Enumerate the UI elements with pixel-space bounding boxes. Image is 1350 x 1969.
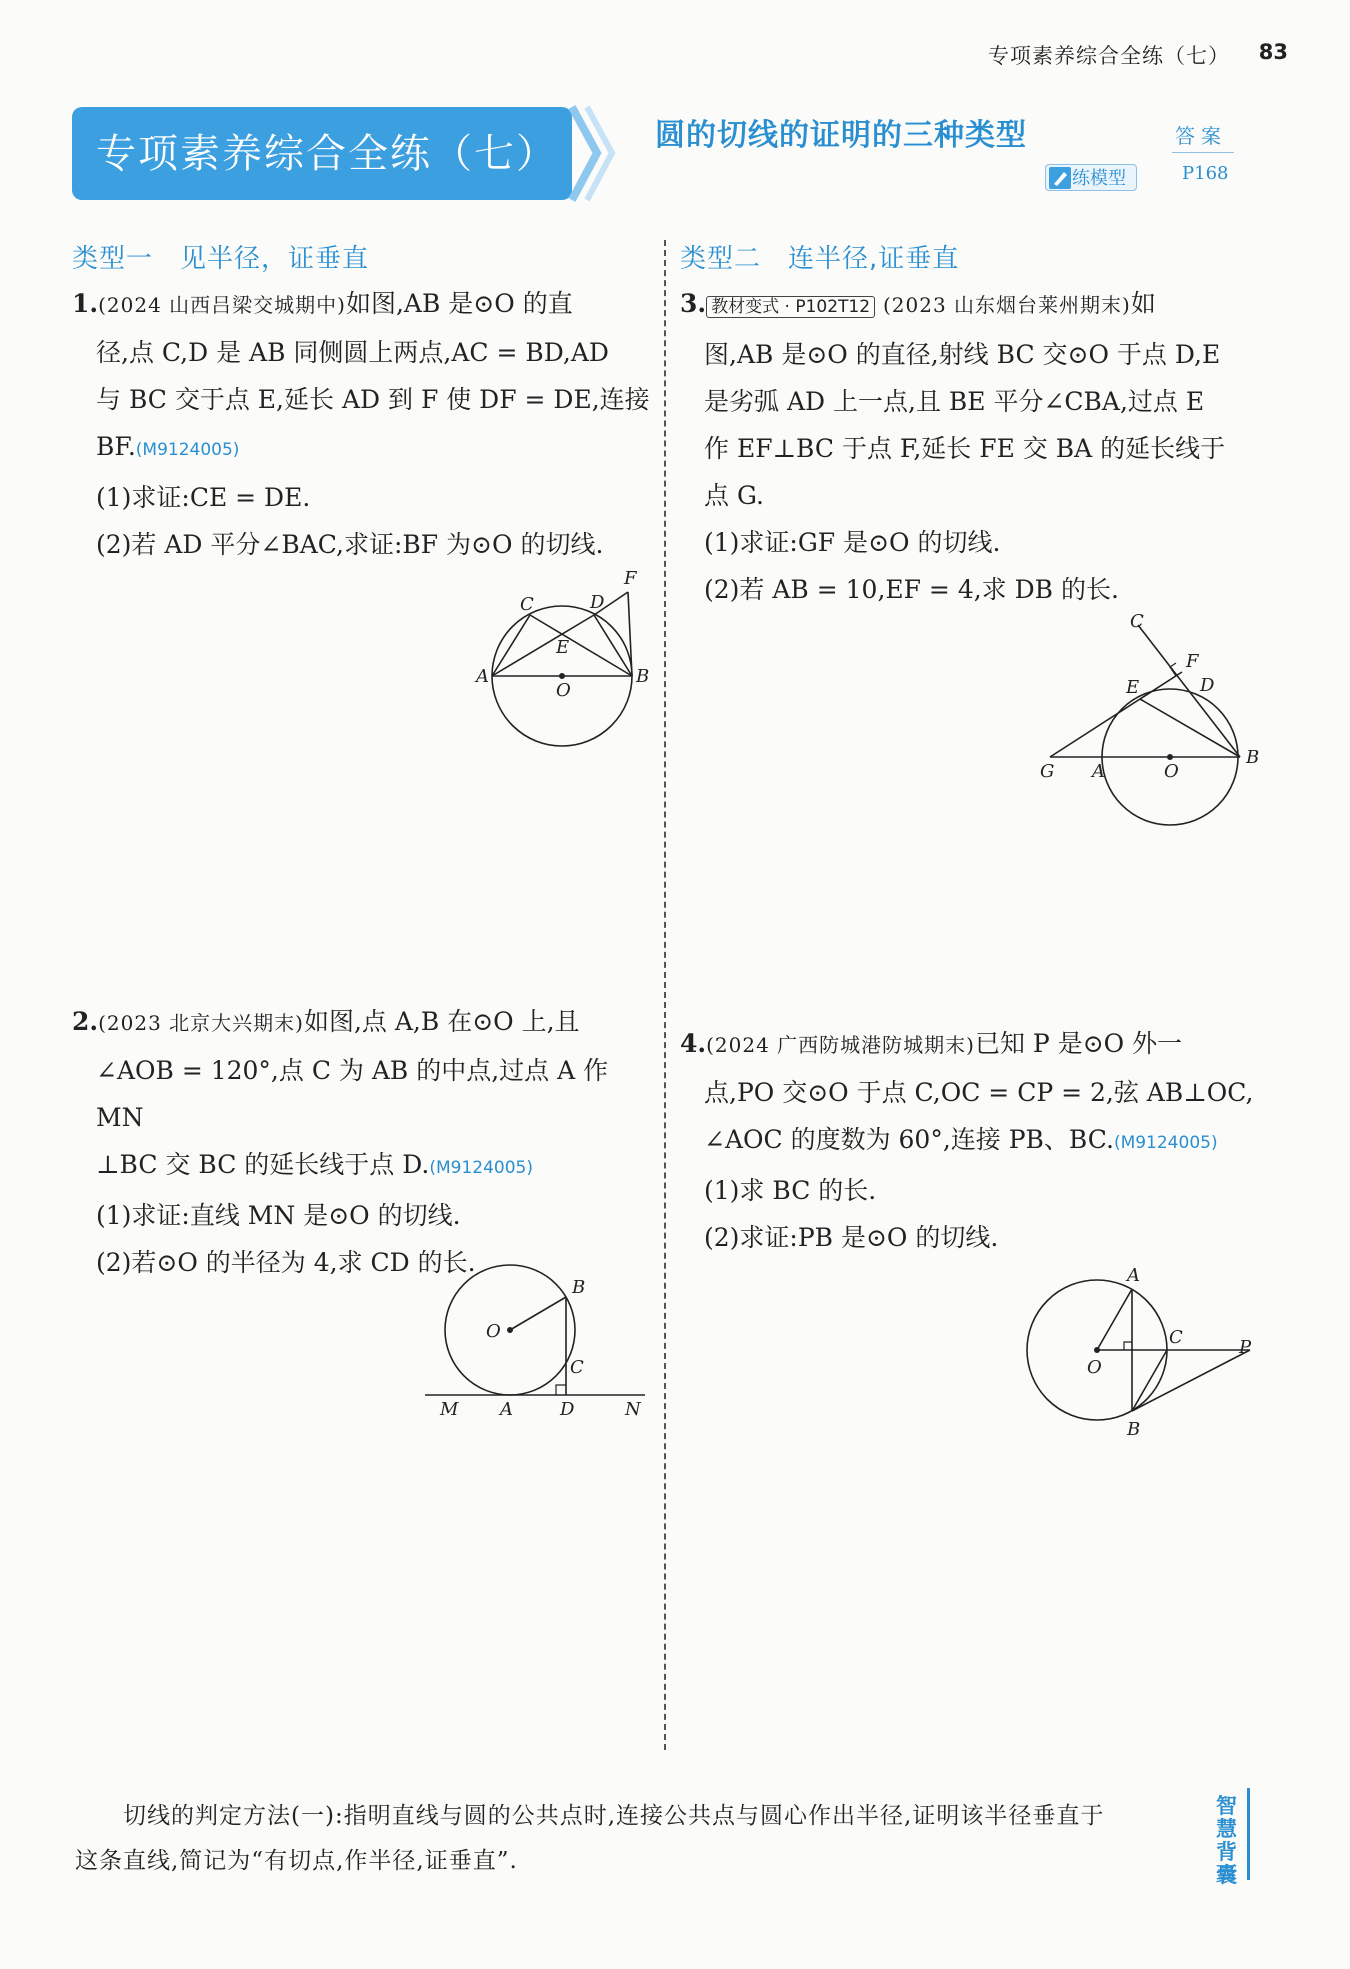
label-E: E [1126,677,1140,698]
problem-3 [680,280,1260,613]
problem-text: 作 EF⊥BC 于点 F,延长 FE 交 BA 的延长线于 [704,434,1226,463]
problem-2 [72,998,652,1286]
textbook-tag: 教材变式 · P102T12 [706,296,875,318]
problem-source: (2024 山西吕梁交城期中) [98,293,346,317]
problem-1 [72,280,652,568]
label-B: B [1246,747,1260,768]
problem-4 [680,1020,1260,1261]
answer-rule [1172,152,1234,153]
practice-badge: 练模型 [1045,164,1137,191]
problem-text: ∠AOB = 120°,点 C 为 AB 的中点,过点 A 作 MN [96,1056,609,1132]
figure-problem-1 [470,570,650,750]
problem-text: 是劣弧 AD 上一点,且 BE 平分∠CBA,过点 E [704,387,1205,416]
figure-problem-4 [1015,1265,1255,1445]
label-N: N [625,1399,641,1420]
question-1: (1)求证:直线 MN 是⊙O 的切线. [96,1201,461,1230]
problem-text: 如 [1130,289,1156,318]
question-1: (1)求证:GF 是⊙O 的切线. [704,528,1001,557]
figure-problem-2 [420,1255,650,1425]
problem-code: (M9124005) [135,440,240,460]
problem-code: (M9124005) [1113,1133,1218,1153]
answer-page: P168 [1182,163,1229,184]
tip-line-1: 切线的判定方法(一):指明直线与圆的公共点时,连接公共点与圆心作出半径,证明该半径垂直于 [123,1803,1105,1829]
label-O: O [556,680,571,701]
label-G: G [1040,761,1055,782]
problem-text: BF. [96,432,136,461]
label-O: O [1087,1357,1102,1378]
page-number: 83 [1258,40,1288,64]
label-A: A [476,666,489,687]
label-P: P [1239,1337,1252,1358]
label-D: D [590,592,605,613]
figure-problem-3 [1030,611,1270,835]
label-A: A [1092,761,1105,782]
problem-code: (M9124005) [429,1158,533,1178]
problem-text: 点,PO 交⊙O 于点 C,OC = CP = 2,弦 AB⊥OC, [704,1078,1254,1107]
problem-text: ⊥BC 交 BC 的延长线于点 D. [96,1150,430,1179]
section-type-two: 类型二 连半径,证垂直 [680,244,960,274]
problem-source: (2023 北京大兴期末) [98,1011,304,1035]
problem-source: (2024 广西防城港防城期末) [706,1033,975,1057]
problem-text: 图,AB 是⊙O 的直径,射线 BC 交⊙O 于点 D,E [704,340,1221,369]
label-C: C [520,594,534,615]
side-accent-bar [1247,1788,1250,1880]
problem-text: 点 G. [704,481,764,510]
problem-text: 如图,AB 是⊙O 的直 [345,289,573,318]
question-2: (2)若 AD 平分∠BAC,求证:BF 为⊙O 的切线. [96,530,604,559]
label-O: O [486,1321,501,1342]
problem-number: 3. [680,289,707,318]
label-C: C [1169,1327,1183,1348]
problem-number: 1. [72,289,99,318]
running-title: 专项素养综合全练（七） [988,44,1230,68]
problem-text: 已知 P 是⊙O 外一 [974,1029,1183,1058]
label-C: C [570,1357,584,1378]
question-2: (2)若⊙O 的半径为 4,求 CD 的长. [96,1248,476,1277]
tip-line-2: 这条直线,简记为“有切点,作半径,证垂直”. [75,1848,518,1874]
label-E: E [556,637,570,658]
banner-title: 专项素养综合全练（七） [96,131,558,177]
topic-subtitle: 圆的切线的证明的三种类型 [655,118,1027,153]
label-O: O [1164,761,1179,782]
answer-label: 答案 [1175,124,1227,148]
question-1: (1)求证:CE = DE. [96,483,311,512]
label-F: F [1186,651,1199,672]
label-B: B [572,1277,586,1298]
problem-text: 径,点 C,D 是 AB 同侧圆上两点,AC = BD,AD [96,338,609,367]
question-2: (2)求证:PB 是⊙O 的切线. [704,1223,999,1252]
problem-text: 如图,点 A,B 在⊙O 上,且 [303,1007,580,1036]
label-C: C [1130,611,1144,632]
problem-source: (2023 山东烟台莱州期末) [883,293,1131,317]
wisdom-label: 智慧背囊 [1216,1794,1237,1887]
label-M: M [440,1399,459,1420]
label-A: A [1127,1265,1140,1286]
column-divider [664,240,666,1750]
problem-text: 与 BC 交于点 E,延长 AD 到 F 使 DF = DE,连接 [96,385,650,414]
problem-number: 2. [72,1007,99,1036]
section-type-one: 类型一 见半径，证垂直 [72,244,370,274]
label-F: F [624,568,637,589]
pencil-icon [1049,167,1071,189]
problem-number: 4. [680,1029,707,1058]
question-1: (1)求 BC 的长. [704,1176,877,1205]
label-B: B [1127,1419,1141,1440]
label-D: D [560,1399,575,1420]
label-D: D [1200,675,1215,696]
problem-text: ∠AOC 的度数为 60°,连接 PB、BC. [704,1125,1114,1154]
tip-box [75,1794,1195,1884]
question-2: (2)若 AB = 10,EF = 4,求 DB 的长. [704,575,1119,604]
label-A: A [500,1399,513,1420]
label-B: B [636,666,650,687]
